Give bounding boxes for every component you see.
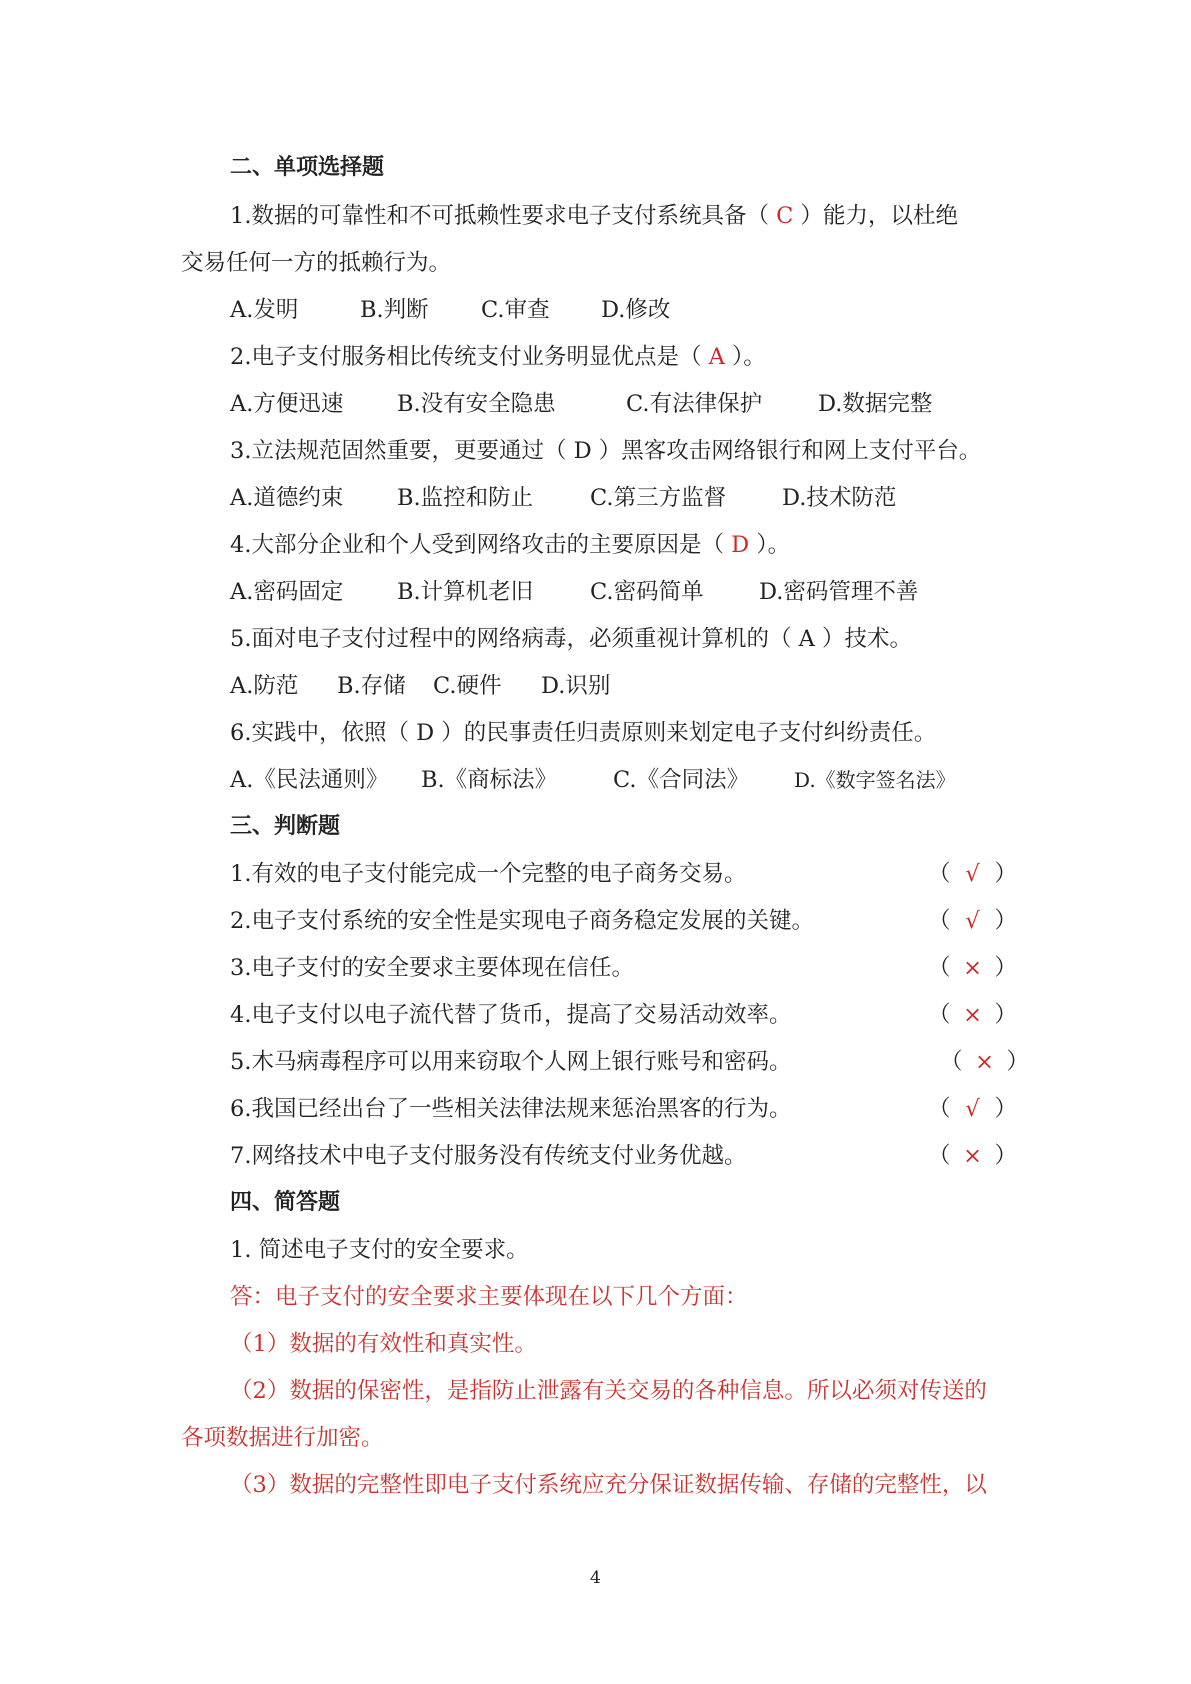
section-heading-single-choice: 二、单项选择题 xyxy=(230,155,385,180)
option: C.审查 xyxy=(481,297,550,323)
question-4 xyxy=(230,530,790,560)
cross-mark: × xyxy=(975,1049,994,1075)
answer-line: （2）数据的保密性，是指防止泄露有关交易的各种信息。所以必须对传送的 xyxy=(230,1378,987,1404)
question-6: 6.实践中，依照（ D ）的民事责任归责原则来划定电子支付纠纷责任。 xyxy=(230,720,937,746)
option: A.防范 xyxy=(230,673,299,699)
answer-line: 各项数据进行加密。 xyxy=(181,1425,384,1451)
option: C.第三方监督 xyxy=(590,485,727,511)
tf-item-answer: （ × ） xyxy=(928,1143,1018,1169)
question-text: ）。 xyxy=(756,532,791,558)
section-heading-short-answer: 四、简答题 xyxy=(230,1190,341,1215)
answer-mark: C xyxy=(768,203,801,229)
short-answer-question-1: 1. 简述电子支付的安全要求。 xyxy=(230,1237,529,1263)
tf-item-text: 4.电子支付以电子流代替了货币，提高了交易活动效率。 xyxy=(230,1002,792,1028)
cross-mark: × xyxy=(963,1002,982,1028)
check-mark: √ xyxy=(965,908,980,934)
question-text: 1.数据的可靠性和不可抵赖性要求电子支付系统具备（ xyxy=(230,203,769,229)
tf-item-answer: （ √ ） xyxy=(928,908,1018,934)
question-1-continued: 交易任何一方的抵赖行为。 xyxy=(181,250,452,276)
question-2 xyxy=(230,342,766,372)
option: D.修改 xyxy=(601,297,671,323)
check-mark: √ xyxy=(965,1096,980,1122)
answer-mark: A xyxy=(701,344,733,370)
option: B.《商标法》 xyxy=(421,767,558,793)
option: B.监控和防止 xyxy=(397,485,534,511)
question-1 xyxy=(230,201,958,231)
cross-mark: × xyxy=(963,1143,982,1169)
tf-item-answer: （ × ） xyxy=(928,955,1018,981)
tf-item-answer: （ √ ） xyxy=(928,1096,1018,1122)
tf-item-answer: （ √ ） xyxy=(928,861,1018,887)
question-text: ）能力，以杜绝 xyxy=(800,203,959,229)
question-5: 5.面对电子支付过程中的网络病毒，必须重视计算机的（ A ）技术。 xyxy=(230,626,913,652)
tf-item-text: 1.有效的电子支付能完成一个完整的电子商务交易。 xyxy=(230,861,747,887)
option: C.有法律保护 xyxy=(626,391,763,417)
section-heading-true-false: 三、判断题 xyxy=(230,814,341,839)
option: B.没有安全隐患 xyxy=(397,391,556,417)
option: B.判断 xyxy=(360,297,429,323)
tf-item-text: 2.电子支付系统的安全性是实现电子商务稳定发展的关键。 xyxy=(230,908,814,934)
question-3: 3.立法规范固然重要，更要通过（ D ）黑客攻击网络银行和网上支付平台。 xyxy=(230,438,982,464)
question-text: ）。 xyxy=(732,344,766,370)
tf-item-text: 7.网络技术中电子支付服务没有传统支付业务优越。 xyxy=(230,1143,747,1169)
option: A.方便迅速 xyxy=(230,391,344,417)
tf-item-text: 3.电子支付的安全要求主要体现在信任。 xyxy=(230,955,634,981)
question-text: 4.大部分企业和个人受到网络攻击的主要原因是（ xyxy=(230,532,724,558)
answer-line: （3）数据的完整性即电子支付系统应充分保证数据传输、存储的完整性，以 xyxy=(230,1472,987,1498)
question-text: 2.电子支付服务相比传统支付业务明显优点是（ xyxy=(230,344,702,370)
option: A.发明 xyxy=(230,297,299,323)
option: B.存储 xyxy=(337,673,406,699)
option: C.《合同法》 xyxy=(613,767,750,793)
tf-item-answer: （ × ） xyxy=(940,1049,1030,1075)
option: D.密码管理不善 xyxy=(759,579,919,605)
option: D.技术防范 xyxy=(782,485,897,511)
check-mark: √ xyxy=(965,861,980,887)
option: A.《民法通则》 xyxy=(230,767,389,793)
cross-mark: × xyxy=(963,955,982,981)
option: B.计算机老旧 xyxy=(397,579,534,605)
answer-line: （1）数据的有效性和真实性。 xyxy=(230,1331,537,1357)
option: D.《数字签名法》 xyxy=(794,768,956,792)
option: A.密码固定 xyxy=(230,579,344,605)
option: C.密码简单 xyxy=(590,579,704,605)
answer-mark: D xyxy=(723,532,757,558)
answer-line: 答：电子支付的安全要求主要体现在以下几个方面： xyxy=(230,1284,748,1310)
tf-item-answer: （ × ） xyxy=(928,1002,1018,1028)
page-number: 4 xyxy=(590,1568,601,1588)
option: D.识别 xyxy=(541,673,611,699)
tf-item-text: 6.我国已经出台了一些相关法律法规来惩治黑客的行为。 xyxy=(230,1096,792,1122)
option: C.硬件 xyxy=(433,673,502,699)
option: D.数据完整 xyxy=(818,391,933,417)
tf-item-text: 5.木马病毒程序可以用来窃取个人网上银行账号和密码。 xyxy=(230,1049,792,1075)
option: A.道德约束 xyxy=(230,485,344,511)
